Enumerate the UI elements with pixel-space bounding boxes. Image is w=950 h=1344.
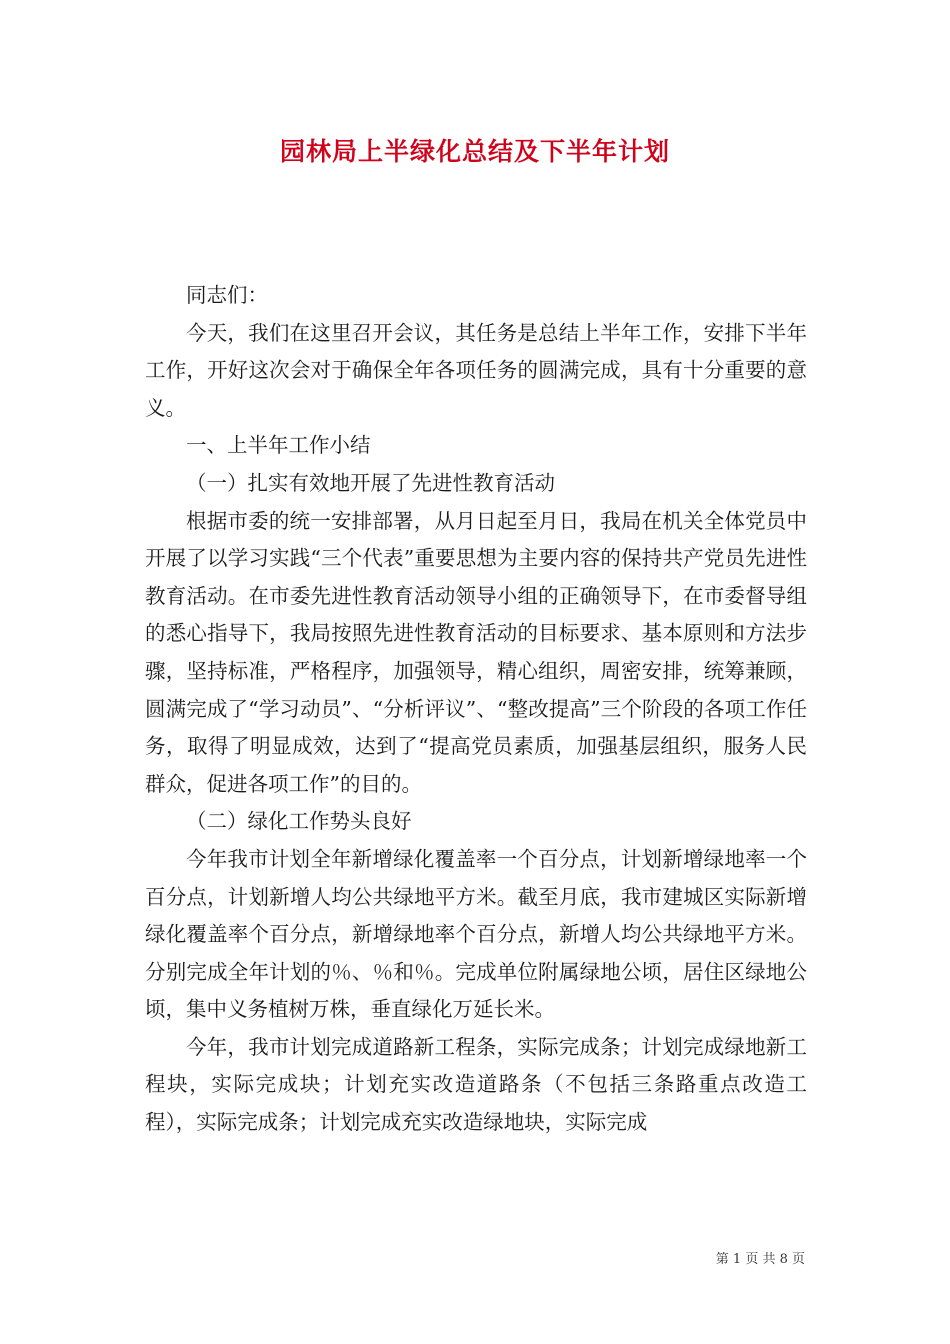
paragraph-education: 根据市委的统一安排部署，从月日起至月日，我局在机关全体党员中开展了以学习实践“三个代表”重要思想为主要内容的保持共产党员先进性教育活动。在市委先进性教育活动领导小组的正确领导下，在市委督导组的悉心指导下，我局按照先进性教育活动的目标要求、基本原则和方法步骤，坚持标准，严格程序，加强领导，精心组织，周密安排，统筹兼顾，圆满完成了“学习动员”、“分析评议”、“整改提高”三个阶段的各项工作任务，取得了明显成效，达到了“提高党员素质，加强基层组织，服务人民群众，促进各项工作”的目的。 (145, 508, 807, 796)
subsection-heading-1: （一）扎实有效地开展了先进性教育活动 (186, 470, 555, 495)
subsection-heading-2: （二）绿化工作势头良好 (186, 809, 412, 834)
page-number: 第 1 页 共 8 页 (715, 1252, 805, 1267)
document-body (145, 277, 807, 1142)
paragraph-intro: 今天，我们在这里召开会议，其任务是总结上半年工作，安排下半年工作，开好这次会对于确保全年各项任务的圆满完成，具有十分重要的意义。 (145, 320, 807, 420)
salutation: 同志们： (186, 283, 268, 307)
paragraph-greening: 今年我市计划全年新增绿化覆盖率一个百分点，计划新增绿地率一个百分点，计划新增人均公共绿地平方米。截至月底，我市建城区实际新增绿化覆盖率个百分点，新增绿地率个百分点，新增人均公共绿地平方米。分别完成全年计划的％、％和％。完成单位附属绿地公顷，居住区绿地公顷，集中义务植树万株，垂直绿化万延长米。 (145, 846, 807, 1022)
document-title: 园林局上半绿化总结及下半年计划 (279, 137, 670, 166)
paragraph-projects: 今年，我市计划完成道路新工程条，实际完成条；计划完成绿地新工程块，实际完成块；计划充实改造道路条（不包括三条路重点改造工程），实际完成条；计划完成充实改造绿地块，实际完成 (145, 1034, 807, 1135)
section-heading-1: 一、上半年工作小结 (186, 433, 371, 458)
